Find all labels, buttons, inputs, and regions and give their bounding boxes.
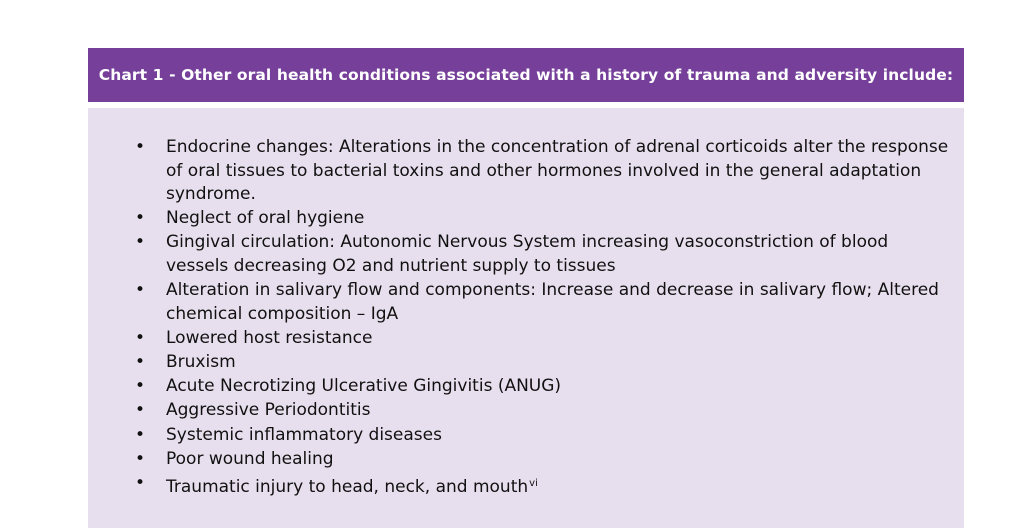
list-item [134, 375, 954, 399]
list-item-text: Neglect of oral hygiene [166, 208, 365, 229]
bullet-icon: • [134, 232, 146, 253]
bullet-icon: • [134, 208, 146, 229]
list-item-text: Lowered host resistance [166, 327, 373, 348]
list-item [134, 327, 954, 351]
bullet-icon: • [134, 280, 146, 301]
list-item [134, 351, 954, 375]
list-item [134, 136, 954, 207]
chart-box [88, 48, 964, 528]
list-item [134, 207, 954, 231]
list-item [134, 472, 954, 500]
bullet-icon: • [134, 327, 146, 348]
list-item [134, 279, 954, 326]
bullet-icon: • [134, 137, 146, 157]
list-item-text: Gingival circulation: Autonomic Nervous System increasing vasoconstriction of blood vessels decreasing O2 and nutrient supply to tissues [166, 232, 889, 276]
list-item-text: Traumatic injury to head, neck, and mouth [166, 476, 529, 497]
bullet-icon: • [134, 376, 146, 397]
list-item-text: Acute Necrotizing Ulcerative Gingivitis (ANUG) [166, 376, 562, 397]
list-item [134, 424, 954, 448]
chart-title: Chart 1 - Other oral health conditions associated with a history of trauma and adversity include: [88, 48, 964, 102]
list-item-text: Alteration in salivary flow and components: Increase and decrease in salivary flow; Altered chemical composition – IgA [166, 280, 939, 324]
list-item-text: Poor wound healing [166, 448, 334, 469]
list-item [134, 231, 954, 278]
list-item-text: Bruxism [166, 351, 236, 372]
bullet-icon: • [134, 472, 146, 493]
footnote-reference: vi [529, 477, 538, 489]
list-item-text: Endocrine changes: Alterations in the concentration of adrenal corticoids alter the response of oral tissues to bacterial toxins and other hormones involved in the general adaptation syndrome. [166, 137, 949, 204]
bullet-icon: • [134, 424, 146, 445]
bullet-icon: • [134, 351, 146, 372]
bullet-list [134, 136, 954, 500]
list-item [134, 399, 954, 423]
list-item [134, 448, 954, 472]
list-item-text: Aggressive Periodontitis [166, 400, 371, 421]
header-divider [88, 102, 964, 108]
bullet-icon: • [134, 448, 146, 469]
bullet-icon: • [134, 400, 146, 421]
list-item-text: Systemic inflammatory diseases [166, 424, 442, 445]
